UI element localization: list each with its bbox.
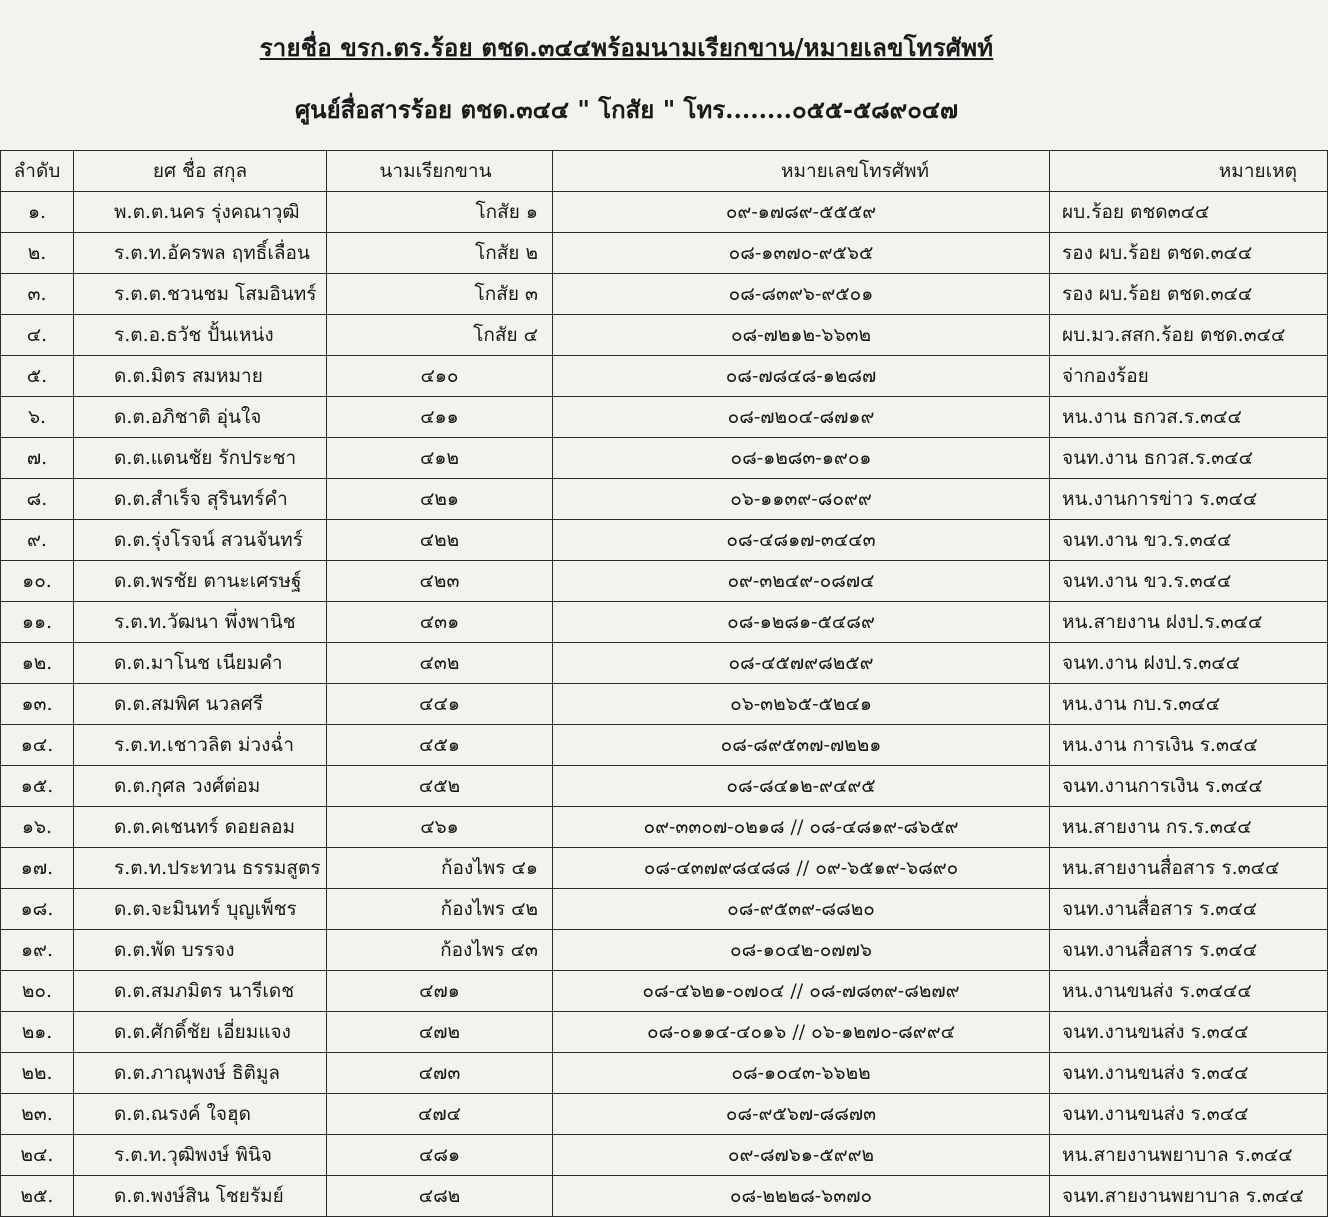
table-row bbox=[1, 233, 1328, 274]
row-name: ร.ต.ท.วัฒนา พึ่งพานิช bbox=[74, 602, 327, 643]
table-row bbox=[1, 192, 1328, 233]
row-note: หน.งาน กบ.ร.๓๔๔ bbox=[1050, 684, 1328, 725]
table-row bbox=[1, 684, 1328, 725]
row-note: หน.สายงานพยาบาล ร.๓๔๔ bbox=[1050, 1135, 1328, 1176]
row-name: ด.ต.มิตร สมหมาย bbox=[74, 356, 327, 397]
row-number: ๓. bbox=[1, 274, 74, 315]
row-number: ๔. bbox=[1, 315, 74, 356]
row-callsign: ๔๓๒ bbox=[327, 643, 553, 684]
table-row bbox=[1, 1053, 1328, 1094]
row-number: ๑๖. bbox=[1, 807, 74, 848]
table-row bbox=[1, 315, 1328, 356]
row-phone: ๐๘-๙๕๖๗-๘๘๗๓ bbox=[553, 1094, 1050, 1135]
row-note: หน.งาน การเงิน ร.๓๔๔ bbox=[1050, 725, 1328, 766]
row-note: ผบ.มว.สสก.ร้อย ตชด.๓๔๔ bbox=[1050, 315, 1328, 356]
row-name: พ.ต.ต.นคร รุ่งคณาวุฒิ bbox=[74, 192, 327, 233]
row-name: ร.ต.ท.ประทวน ธรรมสูตร bbox=[74, 848, 327, 889]
table-row bbox=[1, 520, 1328, 561]
row-number: ๑๕. bbox=[1, 766, 74, 807]
row-phone: ๐๘-๑๒๘๓-๑๙๐๑ bbox=[553, 438, 1050, 479]
document-subtitle: ศูนย์สื่อสารร้อย ตชด.๓๔๔ " โกสัย " โทร........๐๕๕-๕๘๙๐๔๗ bbox=[294, 95, 959, 124]
row-name: ด.ต.กุศล วงศ์ต่อม bbox=[74, 766, 327, 807]
row-callsign: ๔๘๑ bbox=[327, 1135, 553, 1176]
table-row bbox=[1, 397, 1328, 438]
row-note: จนท.งานขนส่ง ร.๓๔๔ bbox=[1050, 1053, 1328, 1094]
row-name: ด.ต.สมพิศ นวลศรี bbox=[74, 684, 327, 725]
row-phone: ๐๖-๑๑๓๙-๘๐๙๙ bbox=[553, 479, 1050, 520]
row-note: จ่ากองร้อย bbox=[1050, 356, 1328, 397]
row-number: ๒๓. bbox=[1, 1094, 74, 1135]
row-number: ๑๐. bbox=[1, 561, 74, 602]
document-title: รายชื่อ ขรก.ตร.ร้อย ตชด.๓๔๔พร้อมนามเรียกขาน/หมายเลขโทรศัพท์ bbox=[259, 33, 994, 62]
row-note: จนท.งาน ธกวส.ร.๓๔๔ bbox=[1050, 438, 1328, 479]
row-note: หน.สายงาน กร.ร.๓๔๔ bbox=[1050, 807, 1328, 848]
row-note: จนท.งาน ขว.ร.๓๔๔ bbox=[1050, 520, 1328, 561]
table-row bbox=[1, 602, 1328, 643]
row-note: รอง ผบ.ร้อย ตชด.๓๔๔ bbox=[1050, 233, 1328, 274]
row-name: ด.ต.รุ่งโรจน์ สวนจันทร์ bbox=[74, 520, 327, 561]
row-number: ๒๔. bbox=[1, 1135, 74, 1176]
row-callsign: โกสัย ๔ bbox=[327, 315, 553, 356]
row-callsign: ๔๗๑ bbox=[327, 971, 553, 1012]
row-callsign: ๔๘๒ bbox=[327, 1176, 553, 1217]
row-name: ร.ต.ท.เชาวลิต ม่วงฉ่ำ bbox=[74, 725, 327, 766]
table-row bbox=[1, 1094, 1328, 1135]
header-phone: หมายเลขโทรศัพท์ bbox=[553, 151, 1050, 192]
row-number: ๒๒. bbox=[1, 1053, 74, 1094]
table-row bbox=[1, 889, 1328, 930]
row-phone: ๐๘-๗๒๐๔-๘๗๑๙ bbox=[553, 397, 1050, 438]
row-name: ด.ต.มาโนช เนียมคำ bbox=[74, 643, 327, 684]
table-row bbox=[1, 274, 1328, 315]
row-phone: ๐๘-๘๓๙๖-๙๕๐๑ bbox=[553, 274, 1050, 315]
header-no: ลำดับ bbox=[1, 151, 74, 192]
row-note: หน.สายงาน ฝงป.ร.๓๔๔ bbox=[1050, 602, 1328, 643]
row-phone: ๐๘-๔๘๑๗-๓๔๔๓ bbox=[553, 520, 1050, 561]
table-row bbox=[1, 725, 1328, 766]
row-number: ๒๕. bbox=[1, 1176, 74, 1217]
row-number: ๑๗. bbox=[1, 848, 74, 889]
row-phone: ๐๙-๑๗๘๙-๕๕๕๙ bbox=[553, 192, 1050, 233]
table-row bbox=[1, 766, 1328, 807]
table-row bbox=[1, 438, 1328, 479]
table-body bbox=[1, 192, 1328, 1217]
row-phone: ๐๘-๒๒๒๘-๖๓๗๐ bbox=[553, 1176, 1050, 1217]
row-phone: ๐๘-๑๐๔๓-๖๖๒๒ bbox=[553, 1053, 1050, 1094]
row-callsign: ๔๑๑ bbox=[327, 397, 553, 438]
row-note: ผบ.ร้อย ตชด๓๔๔ bbox=[1050, 192, 1328, 233]
row-phone: ๐๘-๙๕๓๙-๘๘๒๐ bbox=[553, 889, 1050, 930]
row-callsign: ก้องไพร ๔๑ bbox=[327, 848, 553, 889]
row-number: ๙. bbox=[1, 520, 74, 561]
row-callsign: ๔๕๑ bbox=[327, 725, 553, 766]
row-name: ร.ต.ท.อัครพล ฤทธิ์เลื่อน bbox=[74, 233, 327, 274]
row-callsign: ๔๒๓ bbox=[327, 561, 553, 602]
row-phone: ๐๙-๓๒๔๙-๐๘๗๔ bbox=[553, 561, 1050, 602]
row-name: ร.ต.อ.ธวัช ปั้นเหน่ง bbox=[74, 315, 327, 356]
row-note: หน.งานการข่าว ร.๓๔๔ bbox=[1050, 479, 1328, 520]
row-note: จนท.งาน ฝงป.ร.๓๔๔ bbox=[1050, 643, 1328, 684]
table-row bbox=[1, 930, 1328, 971]
row-phone: ๐๖-๓๒๖๕-๕๒๔๑ bbox=[553, 684, 1050, 725]
row-number: ๗. bbox=[1, 438, 74, 479]
row-name: ด.ต.คเชนทร์ ดอยลอม bbox=[74, 807, 327, 848]
row-name: ด.ต.สมภมิตร นารีเดช bbox=[74, 971, 327, 1012]
row-name: ด.ต.แดนชัย รักประชา bbox=[74, 438, 327, 479]
row-name: ด.ต.ภาณุพงษ์ ธิติมูล bbox=[74, 1053, 327, 1094]
table-row bbox=[1, 1012, 1328, 1053]
row-note: รอง ผบ.ร้อย ตชด.๓๔๔ bbox=[1050, 274, 1328, 315]
row-callsign: โกสัย ๓ bbox=[327, 274, 553, 315]
row-callsign: ก้องไพร ๔๒ bbox=[327, 889, 553, 930]
row-number: ๖. bbox=[1, 397, 74, 438]
row-name: ด.ต.จะมินทร์ บุญเพ็ชร bbox=[74, 889, 327, 930]
row-callsign: ๔๖๑ bbox=[327, 807, 553, 848]
row-number: ๑๘. bbox=[1, 889, 74, 930]
row-name: ด.ต.พัด บรรจง bbox=[74, 930, 327, 971]
table-row bbox=[1, 643, 1328, 684]
row-callsign: ๔๗๔ bbox=[327, 1094, 553, 1135]
row-number: ๒. bbox=[1, 233, 74, 274]
row-callsign: ๔๒๑ bbox=[327, 479, 553, 520]
row-number: ๕. bbox=[1, 356, 74, 397]
row-callsign: โกสัย ๒ bbox=[327, 233, 553, 274]
row-phone: ๐๘-๔๓๗๙๘๔๘๘ // ๐๙-๖๕๑๙-๖๘๙๐ bbox=[553, 848, 1050, 889]
row-note: จนท.งานขนส่ง ร.๓๔๔ bbox=[1050, 1094, 1328, 1135]
row-name: ร.ต.ท.วุฒิพงษ์ พินิจ bbox=[74, 1135, 327, 1176]
row-note: หน.งาน ธกวส.ร.๓๔๔ bbox=[1050, 397, 1328, 438]
row-name: ด.ต.สำเร็จ สุรินทร์คำ bbox=[74, 479, 327, 520]
row-number: ๒๐. bbox=[1, 971, 74, 1012]
personnel-table bbox=[0, 150, 1328, 1217]
row-name: ด.ต.อภิชาติ อุ่นใจ bbox=[74, 397, 327, 438]
row-callsign: ๔๔๑ bbox=[327, 684, 553, 725]
row-number: ๑๙. bbox=[1, 930, 74, 971]
row-callsign: ๔๓๑ bbox=[327, 602, 553, 643]
row-name: ด.ต.ศักดิ์ชัย เอี่ยมแจง bbox=[74, 1012, 327, 1053]
table-row bbox=[1, 1135, 1328, 1176]
header-name: ยศ ชื่อ สกุล bbox=[74, 151, 327, 192]
row-phone: ๐๘-๔๖๒๑-๐๗๐๔ // ๐๘-๗๘๓๙-๘๒๗๙ bbox=[553, 971, 1050, 1012]
row-name: ร.ต.ต.ชวนชม โสมอินทร์ bbox=[74, 274, 327, 315]
table-row bbox=[1, 848, 1328, 889]
row-number: ๑๒. bbox=[1, 643, 74, 684]
row-callsign: ๔๑๒ bbox=[327, 438, 553, 479]
row-note: จนท.งาน ขว.ร.๓๔๔ bbox=[1050, 561, 1328, 602]
row-number: ๑. bbox=[1, 192, 74, 233]
row-note: จนท.งานขนส่ง ร.๓๔๔ bbox=[1050, 1012, 1328, 1053]
row-callsign: ๔๑๐ bbox=[327, 356, 553, 397]
table-row bbox=[1, 1176, 1328, 1217]
row-note: จนท.สายงานพยาบาล ร.๓๔๔ bbox=[1050, 1176, 1328, 1217]
row-name: ด.ต.พงษ์สิน โชยรัมย์ bbox=[74, 1176, 327, 1217]
table-row bbox=[1, 356, 1328, 397]
row-number: ๑๑. bbox=[1, 602, 74, 643]
row-note: หน.งานขนส่ง ร.๓๔๔๔ bbox=[1050, 971, 1328, 1012]
header-callsign: นามเรียกขาน bbox=[327, 151, 553, 192]
header-note: หมายเหตุ bbox=[1050, 151, 1328, 192]
row-number: ๘. bbox=[1, 479, 74, 520]
row-note: จนท.งานการเงิน ร.๓๔๔ bbox=[1050, 766, 1328, 807]
table-header-row bbox=[1, 151, 1328, 192]
row-number: ๒๑. bbox=[1, 1012, 74, 1053]
row-phone: ๐๘-๘๙๕๓๗-๗๒๒๑ bbox=[553, 725, 1050, 766]
row-phone: ๐๘-๐๑๑๔-๔๐๑๖ // ๐๖-๑๒๗๐-๘๙๙๔ bbox=[553, 1012, 1050, 1053]
row-phone: ๐๙-๓๓๐๗-๐๒๑๘ // ๐๘-๔๘๑๙-๘๖๕๙ bbox=[553, 807, 1050, 848]
row-note: จนท.งานสื่อสาร ร.๓๔๔ bbox=[1050, 889, 1328, 930]
row-note: จนท.งานสื่อสาร ร.๓๔๔ bbox=[1050, 930, 1328, 971]
table-row bbox=[1, 561, 1328, 602]
row-callsign: ๔๕๒ bbox=[327, 766, 553, 807]
row-callsign: โกสัย ๑ bbox=[327, 192, 553, 233]
table-row bbox=[1, 971, 1328, 1012]
row-name: ด.ต.ณรงค์ ใจฮุด bbox=[74, 1094, 327, 1135]
row-phone: ๐๙-๘๗๖๑-๕๙๙๒ bbox=[553, 1135, 1050, 1176]
row-number: ๑๓. bbox=[1, 684, 74, 725]
row-number: ๑๔. bbox=[1, 725, 74, 766]
row-phone: ๐๘-๑๓๗๐-๙๕๖๕ bbox=[553, 233, 1050, 274]
table-row bbox=[1, 479, 1328, 520]
row-callsign: ๔๗๓ bbox=[327, 1053, 553, 1094]
table-row bbox=[1, 807, 1328, 848]
row-phone: ๐๘-๔๕๗๙๘๒๕๙ bbox=[553, 643, 1050, 684]
row-callsign: ๔๗๒ bbox=[327, 1012, 553, 1053]
row-phone: ๐๘-๑๒๘๑-๕๔๘๙ bbox=[553, 602, 1050, 643]
row-phone: ๐๘-๗๘๔๘-๑๒๘๗ bbox=[553, 356, 1050, 397]
row-phone: ๐๘-๗๒๑๒-๖๖๓๒ bbox=[553, 315, 1050, 356]
row-callsign: ก้องไพร ๔๓ bbox=[327, 930, 553, 971]
row-name: ด.ต.พรชัย ตานะเศรษฐ์ bbox=[74, 561, 327, 602]
row-callsign: ๔๒๒ bbox=[327, 520, 553, 561]
row-note: หน.สายงานสื่อสาร ร.๓๔๔ bbox=[1050, 848, 1328, 889]
row-phone: ๐๘-๑๐๔๒-๐๗๗๖ bbox=[553, 930, 1050, 971]
row-phone: ๐๘-๘๔๑๒-๙๔๙๕ bbox=[553, 766, 1050, 807]
